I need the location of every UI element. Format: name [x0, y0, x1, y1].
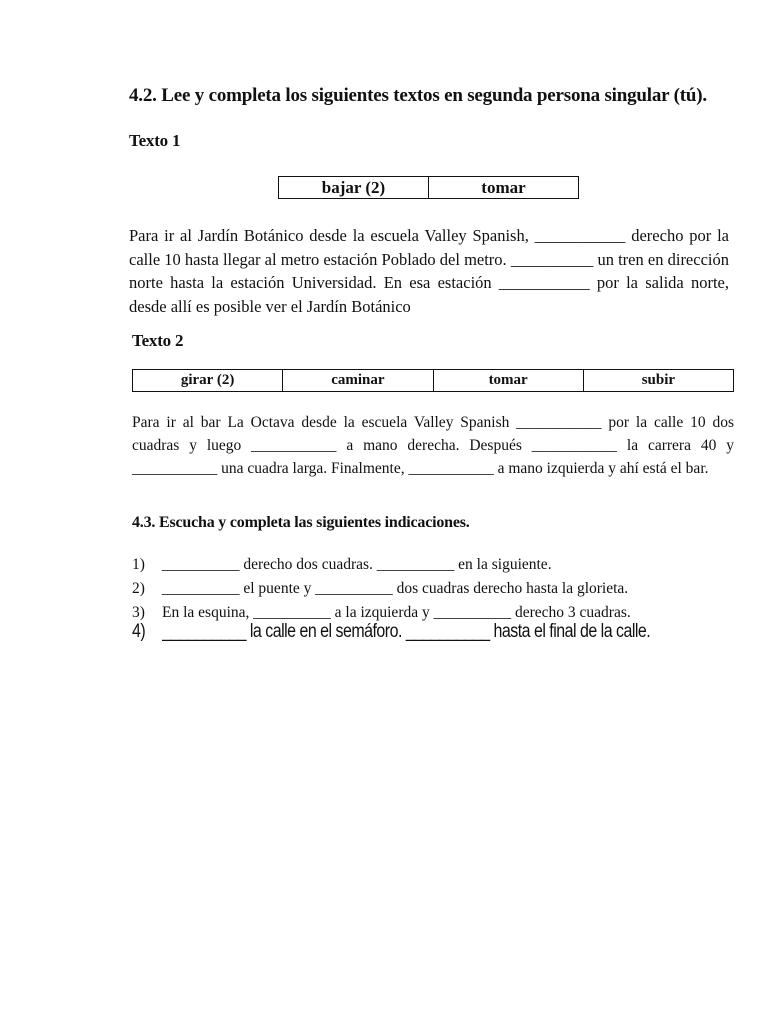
item-number: 1) [132, 556, 145, 573]
exercise-4-2-title: 4.2. Lee y completa los siguientes textos en segunda persona singular (tú). [129, 85, 707, 106]
word-subir: subir [583, 370, 733, 392]
item-number: 2) [132, 580, 145, 597]
item-text: __________ la calle en el semáforo. __________ hasta el final de la calle. [162, 621, 651, 642]
word-tomar: tomar [428, 177, 578, 199]
item-number: 4) [132, 621, 146, 642]
texto-2-paragraph: Para ir al bar La Octava desde la escuela Valley Spanish ___________ por la calle 10 dos cuadras y luego ___________ a mano derecha. Después ___________ la carrera 40 y ___________ una cuadra larga. Finalmente, ___________ a mano izquierda y ahí está el bar. [132, 414, 734, 477]
word-tomar: tomar [433, 370, 583, 392]
item-text: __________ derecho dos cuadras. __________ en la siguiente. [162, 556, 552, 573]
texto-1-word-box [278, 176, 579, 199]
texto-1-label: Texto 1 [129, 131, 181, 150]
item-text: En la esquina, __________ a la izquierda y __________ derecho 3 cuadras. [162, 604, 631, 621]
item-number: 3) [132, 604, 145, 621]
word-girar: girar (2) [133, 370, 283, 392]
item-text: __________ el puente y __________ dos cuadras derecho hasta la glorieta. [162, 580, 629, 597]
exercise-4-3-title: 4.3. Escucha y completa las siguientes indicaciones. [132, 514, 470, 531]
word-bajar: bajar (2) [279, 177, 429, 199]
texto-2-label: Texto 2 [132, 331, 184, 350]
texto-1-paragraph: Para ir al Jardín Botánico desde la escuela Valley Spanish, ___________ derecho por la calle 10 hasta llegar al metro estación Poblado del metro. __________ un tren en dirección norte hasta la estación Universidad. En esa estación ___________ por la salida norte, desde allí es posible ver el Jardín Botánico [129, 226, 729, 316]
list-item [132, 577, 752, 601]
instructions-list [132, 553, 752, 644]
texto-2-word-box [132, 369, 734, 392]
list-item [132, 553, 752, 577]
word-caminar: caminar [283, 370, 433, 392]
list-item [132, 620, 653, 644]
